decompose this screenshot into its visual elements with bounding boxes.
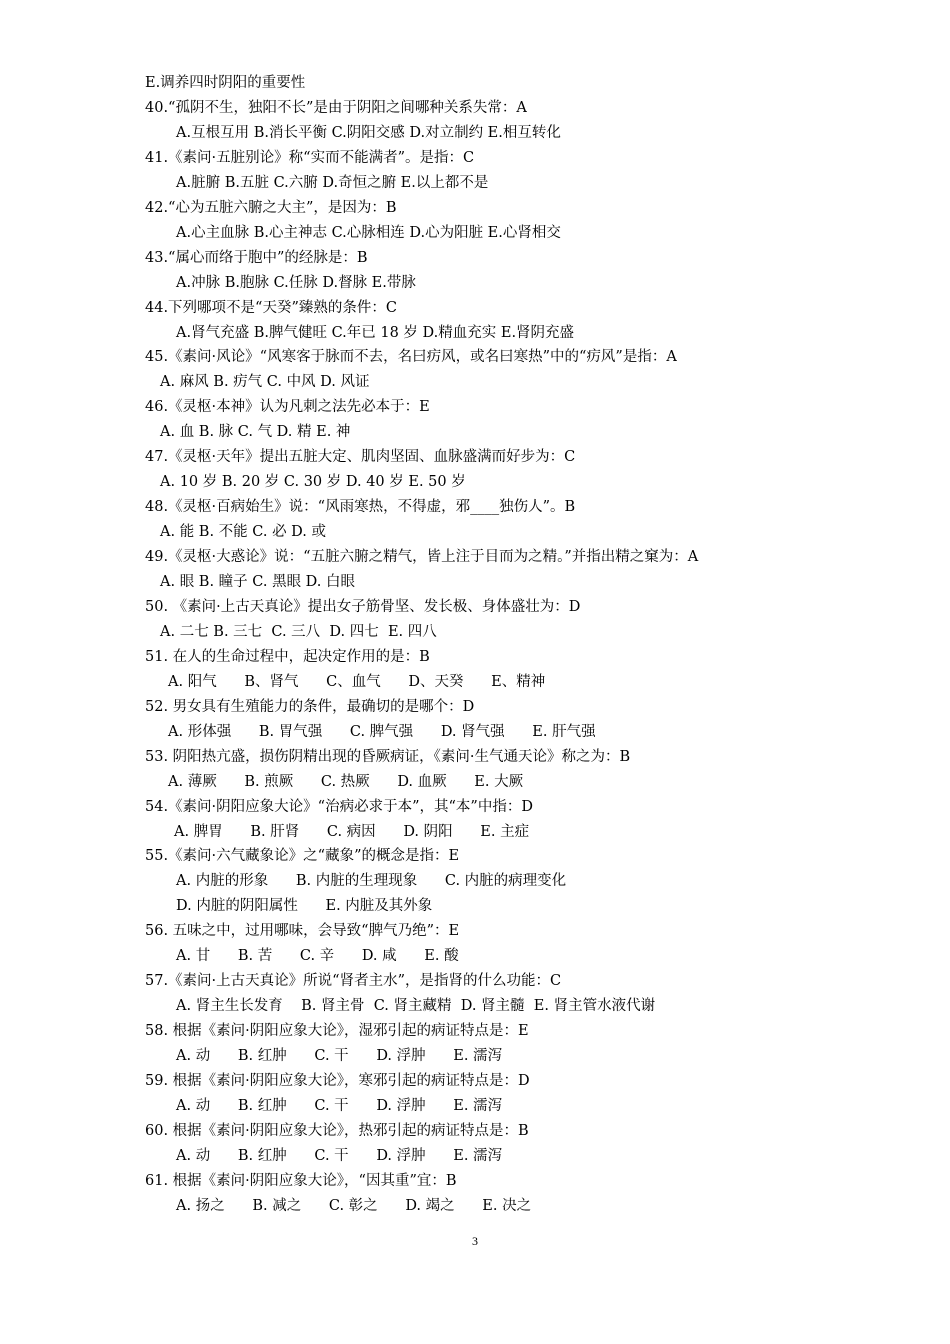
question-line: 56. 五味之中，过用哪味，会导致“脾气乃绝”：E: [145, 923, 460, 939]
question-line: 48.《灵枢·百病始生》说：“风雨寒热，不得虚，邪____独伤人”。B: [145, 499, 576, 515]
options-line: D. 内脏的阴阳属性 E. 内脏及其外象: [176, 898, 433, 914]
question-line: 49.《灵枢·大惑论》说：“五脏六腑之精气，皆上注于目而为之精。”并指出精之窠为：A: [145, 549, 699, 565]
question-line: 54.《素问·阴阳应象大论》“治病必求于本”，其“本”中指：D: [145, 799, 533, 815]
question-line: 50. 《素问·上古天真论》提出女子筋骨坚、发长极、身体盛壮为：D: [145, 599, 581, 615]
options-line: A. 眼 B. 瞳子 C. 黑眼 D. 白眼: [160, 574, 356, 590]
question-line: 45.《素问·风论》“风寒客于脉而不去，名曰疠风，或名曰寒热”中的“疠风”是指：A: [145, 349, 677, 365]
options-line: A. 阳气 B、肾气 C、血气 D、天癸 E、精神: [168, 674, 546, 690]
options-line: A. 能 B. 不能 C. 必 D. 或: [160, 524, 327, 540]
question-line: 51. 在人的生命过程中，起决定作用的是：B: [145, 649, 430, 665]
options-line: A. 二七 B. 三七 C. 三八 D. 四七 E. 四八: [160, 624, 437, 640]
question-line: 42.“心为五脏六腑之大主”，是因为：B: [145, 200, 397, 216]
options-line: A.互根互用 B.消长平衡 C.阴阳交感 D.对立制约 E.相互转化: [176, 125, 561, 141]
options-line: A.冲脉 B.胞脉 C.任脉 D.督脉 E.带脉: [176, 275, 416, 291]
options-line: A.心主血脉 B.心主神志 C.心脉相连 D.心为阳脏 E.心肾相交: [176, 225, 561, 241]
question-line: 57.《素问·上古天真论》所说“肾者主水”，是指肾的什么功能：C: [145, 973, 562, 989]
options-line: A. 内脏的形象 B. 内脏的生理现象 C. 内脏的病理变化: [176, 873, 567, 889]
question-line: 60. 根据《素问·阴阳应象大论》，热邪引起的病证特点是：B: [145, 1123, 529, 1139]
page-number: 3: [472, 1234, 478, 1248]
options-line: A. 麻风 B. 疠气 C. 中风 D. 风证: [160, 374, 370, 390]
question-line: 58. 根据《素问·阴阳应象大论》，湿邪引起的病证特点是：E: [145, 1023, 529, 1039]
question-line: 53. 阴阳热亢盛，损伤阴精出现的昏厥病证，《素问·生气通天论》称之为：B: [145, 749, 631, 765]
question-line: 55.《素问·六气藏象论》之“藏象”的概念是指：E: [145, 848, 460, 864]
text-line: E.调养四时阴阳的重要性: [145, 75, 306, 91]
question-line: 59. 根据《素问·阴阳应象大论》，寒邪引起的病证特点是：D: [145, 1073, 530, 1089]
question-line: 47.《灵枢·天年》提出五脏大定、肌肉坚固、血脉盛满而好步为：C: [145, 449, 576, 465]
options-line: A. 甘 B. 苦 C. 辛 D. 咸 E. 酸: [176, 948, 459, 964]
question-line: 41.《素问·五脏别论》称“实而不能满者”。是指：C: [145, 150, 475, 166]
options-line: A. 动 B. 红肿 C. 干 D. 浮肿 E. 濡泻: [176, 1098, 503, 1114]
options-line: A. 血 B. 脉 C. 气 D. 精 E. 神: [160, 424, 351, 440]
options-line: A. 10 岁 B. 20 岁 C. 30 岁 D. 40 岁 E. 50 岁: [160, 474, 466, 490]
options-line: A. 薄厥 B. 煎厥 C. 热厥 D. 血厥 E. 大厥: [168, 774, 524, 790]
options-line: A. 动 B. 红肿 C. 干 D. 浮肿 E. 濡泻: [176, 1148, 503, 1164]
question-line: 52. 男女具有生殖能力的条件，最确切的是哪个：D: [145, 699, 475, 715]
options-line: A.肾气充盛 B.脾气健旺 C.年已 18 岁 D.精血充实 E.肾阴充盛: [176, 325, 575, 341]
question-line: 43.“属心而络于胞中”的经脉是：B: [145, 250, 368, 266]
question-line: 40.“孤阴不生，独阳不长”是由于阴阳之间哪种关系失常：A: [145, 100, 527, 116]
question-line: 44.下列哪项不是“天癸”臻熟的条件：C: [145, 300, 397, 316]
options-line: A. 脾胃 B. 肝肾 C. 病因 D. 阴阳 E. 主症: [174, 824, 530, 840]
options-line: A. 动 B. 红肿 C. 干 D. 浮肿 E. 濡泻: [176, 1048, 503, 1064]
options-line: A. 形体强 B. 胃气强 C. 脾气强 D. 肾气强 E. 肝气强: [168, 724, 596, 740]
question-line: 46.《灵枢·本神》认为凡刺之法先必本于：E: [145, 399, 430, 415]
options-line: A. 肾主生长发育 B. 肾主骨 C. 肾主藏精 D. 肾主髓 E. 肾主管水液代谢: [176, 998, 656, 1014]
options-line: A. 扬之 B. 减之 C. 彰之 D. 竭之 E. 决之: [176, 1198, 532, 1214]
question-line: 61. 根据《素问·阴阳应象大论》，“因其重”宜：B: [145, 1173, 457, 1189]
options-line: A.脏腑 B.五脏 C.六腑 D.奇恒之腑 E.以上都不是: [176, 175, 489, 191]
